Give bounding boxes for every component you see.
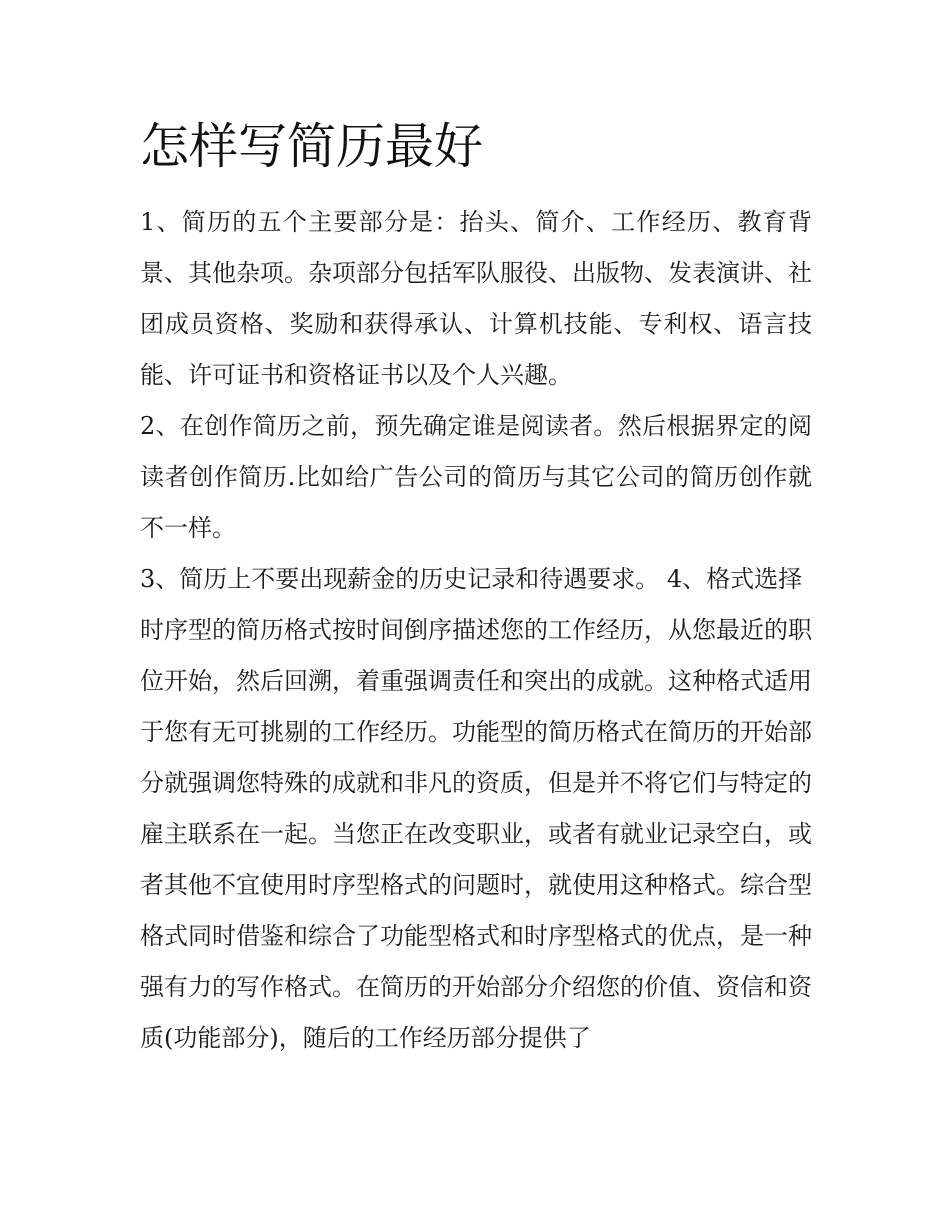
paragraph-4: 时序型的简历格式按时间倒序描述您的工作经历，从您最近的职位开始，然后回溯，着重强调责任和突出的成就。这种格式适用于您有无可挑剔的工作经历。功能型的简历格式在简历的开始部分就强调您特殊的成就和非凡的资质，但是并不将它们与特定的雇主联系在一起。当您正在改变职业，或者有就业记录空白，或者其他不宜使用时序型格式的问题时，就使用这种格式。综合型格式同时借鉴和综合了功能型格式和时序型格式的优点，是一种强有力的写作格式。在简历的开始部分介绍您的价值、资信和资质(功能部分)，随后的工作经历部分提供了: [140, 616, 812, 1052]
paragraph-2: 2、在创作简历之前，预先确定谁是阅读者。然后根据界定的阅读者创作简历.比如给广告公司的简历与其它公司的简历创作就不一样。: [140, 412, 812, 542]
document-body: [140, 197, 812, 1064]
document-title: 怎样写简历最好: [140, 118, 484, 175]
paragraph-1: 1、简历的五个主要部分是：抬头、简介、工作经历、教育背景、其他杂项。杂项部分包括军队服役、出版物、发表演讲、社团成员资格、奖励和获得承认、计算机技能、专利权、语言技能、许可证书和资格证书以及个人兴趣。: [140, 208, 812, 389]
paragraph-3: 3、简历上不要出现薪金的历史记录和待遇要求。 4、格式选择: [140, 565, 803, 593]
